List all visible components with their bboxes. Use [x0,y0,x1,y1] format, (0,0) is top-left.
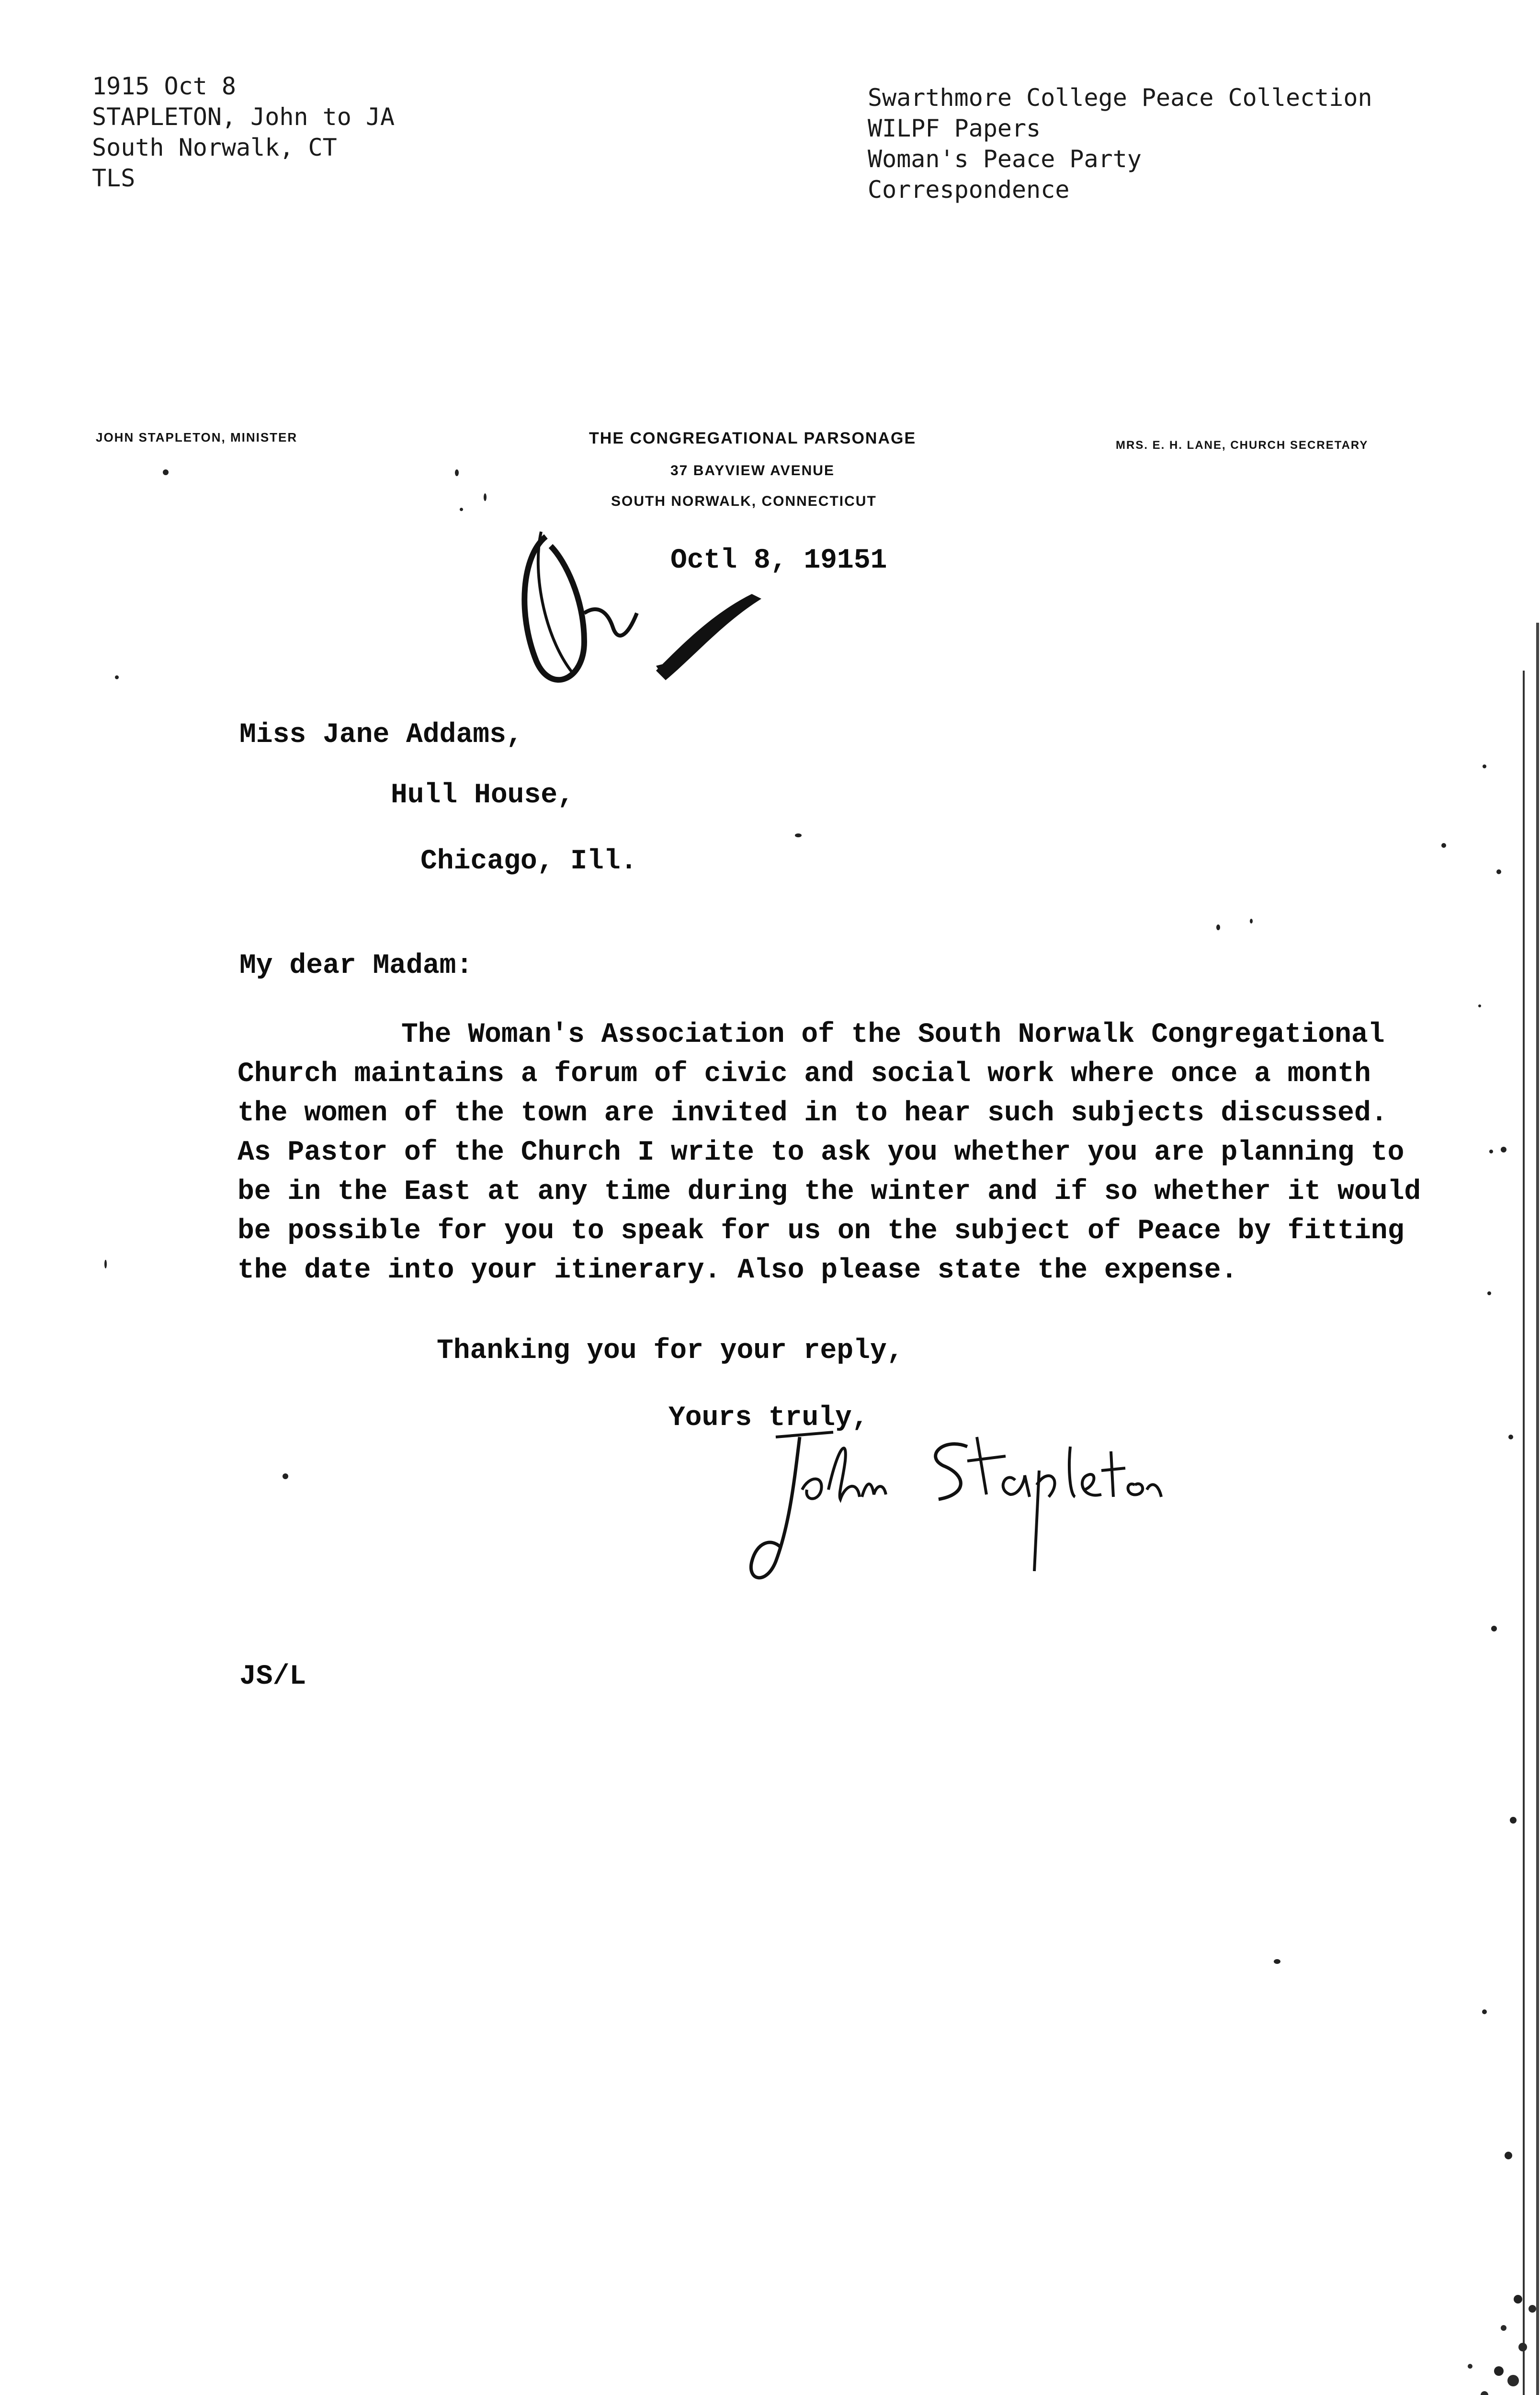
recipient-address-2: Chicago, Ill. [420,846,637,877]
signature [718,1418,1168,1600]
body-line: be possible for you to speak for us on the subject of Peace by fitting [238,1216,1404,1247]
body-line: Church maintains a forum of civic and social work where once a month [238,1059,1371,1090]
recipient-address-1: Hull House, [391,780,574,811]
recipient-name: Miss Jane Addams, [239,719,523,751]
body-line: The Woman's Association of the South Norwalk Congregational [401,1019,1385,1050]
catalog-place: South Norwalk, CT [92,134,337,161]
letter-body [238,1015,1421,1290]
archive-catalog-right [868,82,1372,205]
salutation: My dear Madam: [239,950,473,981]
archive-catalog-left [92,71,395,194]
body-line: be in the East at any time during the winter and if so whether it would [238,1176,1421,1208]
catalog-series: Woman's Peace Party [868,145,1142,173]
body-line: As Pastor of the Church I write to ask you whether you are planning to [238,1137,1404,1168]
body-line: the women of the town are invited in to hear such subjects discussed. [238,1098,1388,1129]
catalog-date: 1915 Oct 8 [92,72,237,100]
catalog-subseries: Correspondence [868,176,1070,204]
body-line: the date into your itinerary. Also please state the expense. [238,1255,1238,1286]
catalog-collection: Swarthmore College Peace Collection [868,84,1372,112]
letterhead-parsonage: THE CONGREGATIONAL PARSONAGE [589,429,917,447]
catalog-type: TLS [92,164,136,192]
letterhead-secretary: MRS. E. H. LANE, CHURCH SECRETARY [1116,439,1369,452]
letterhead-city: SOUTH NORWALK, CONNECTICUT [611,493,877,509]
catalog-papers: WILPF Papers [868,114,1041,142]
scan-edge-noise [1465,623,1540,2395]
letterhead-minister: JOHN STAPLETON, MINISTER [96,430,298,445]
typist-initials: JS/L [239,1661,306,1692]
letter-date: Octl 8, 19151 [670,545,887,576]
catalog-title: STAPLETON, John to JA [92,103,395,131]
thanks-line: Thanking you for your reply, [437,1335,904,1367]
letterhead-street: 37 BAYVIEW AVENUE [670,463,835,479]
scan-corner-noise [1264,2223,1540,2395]
closing: Yours truly, [668,1403,869,1434]
